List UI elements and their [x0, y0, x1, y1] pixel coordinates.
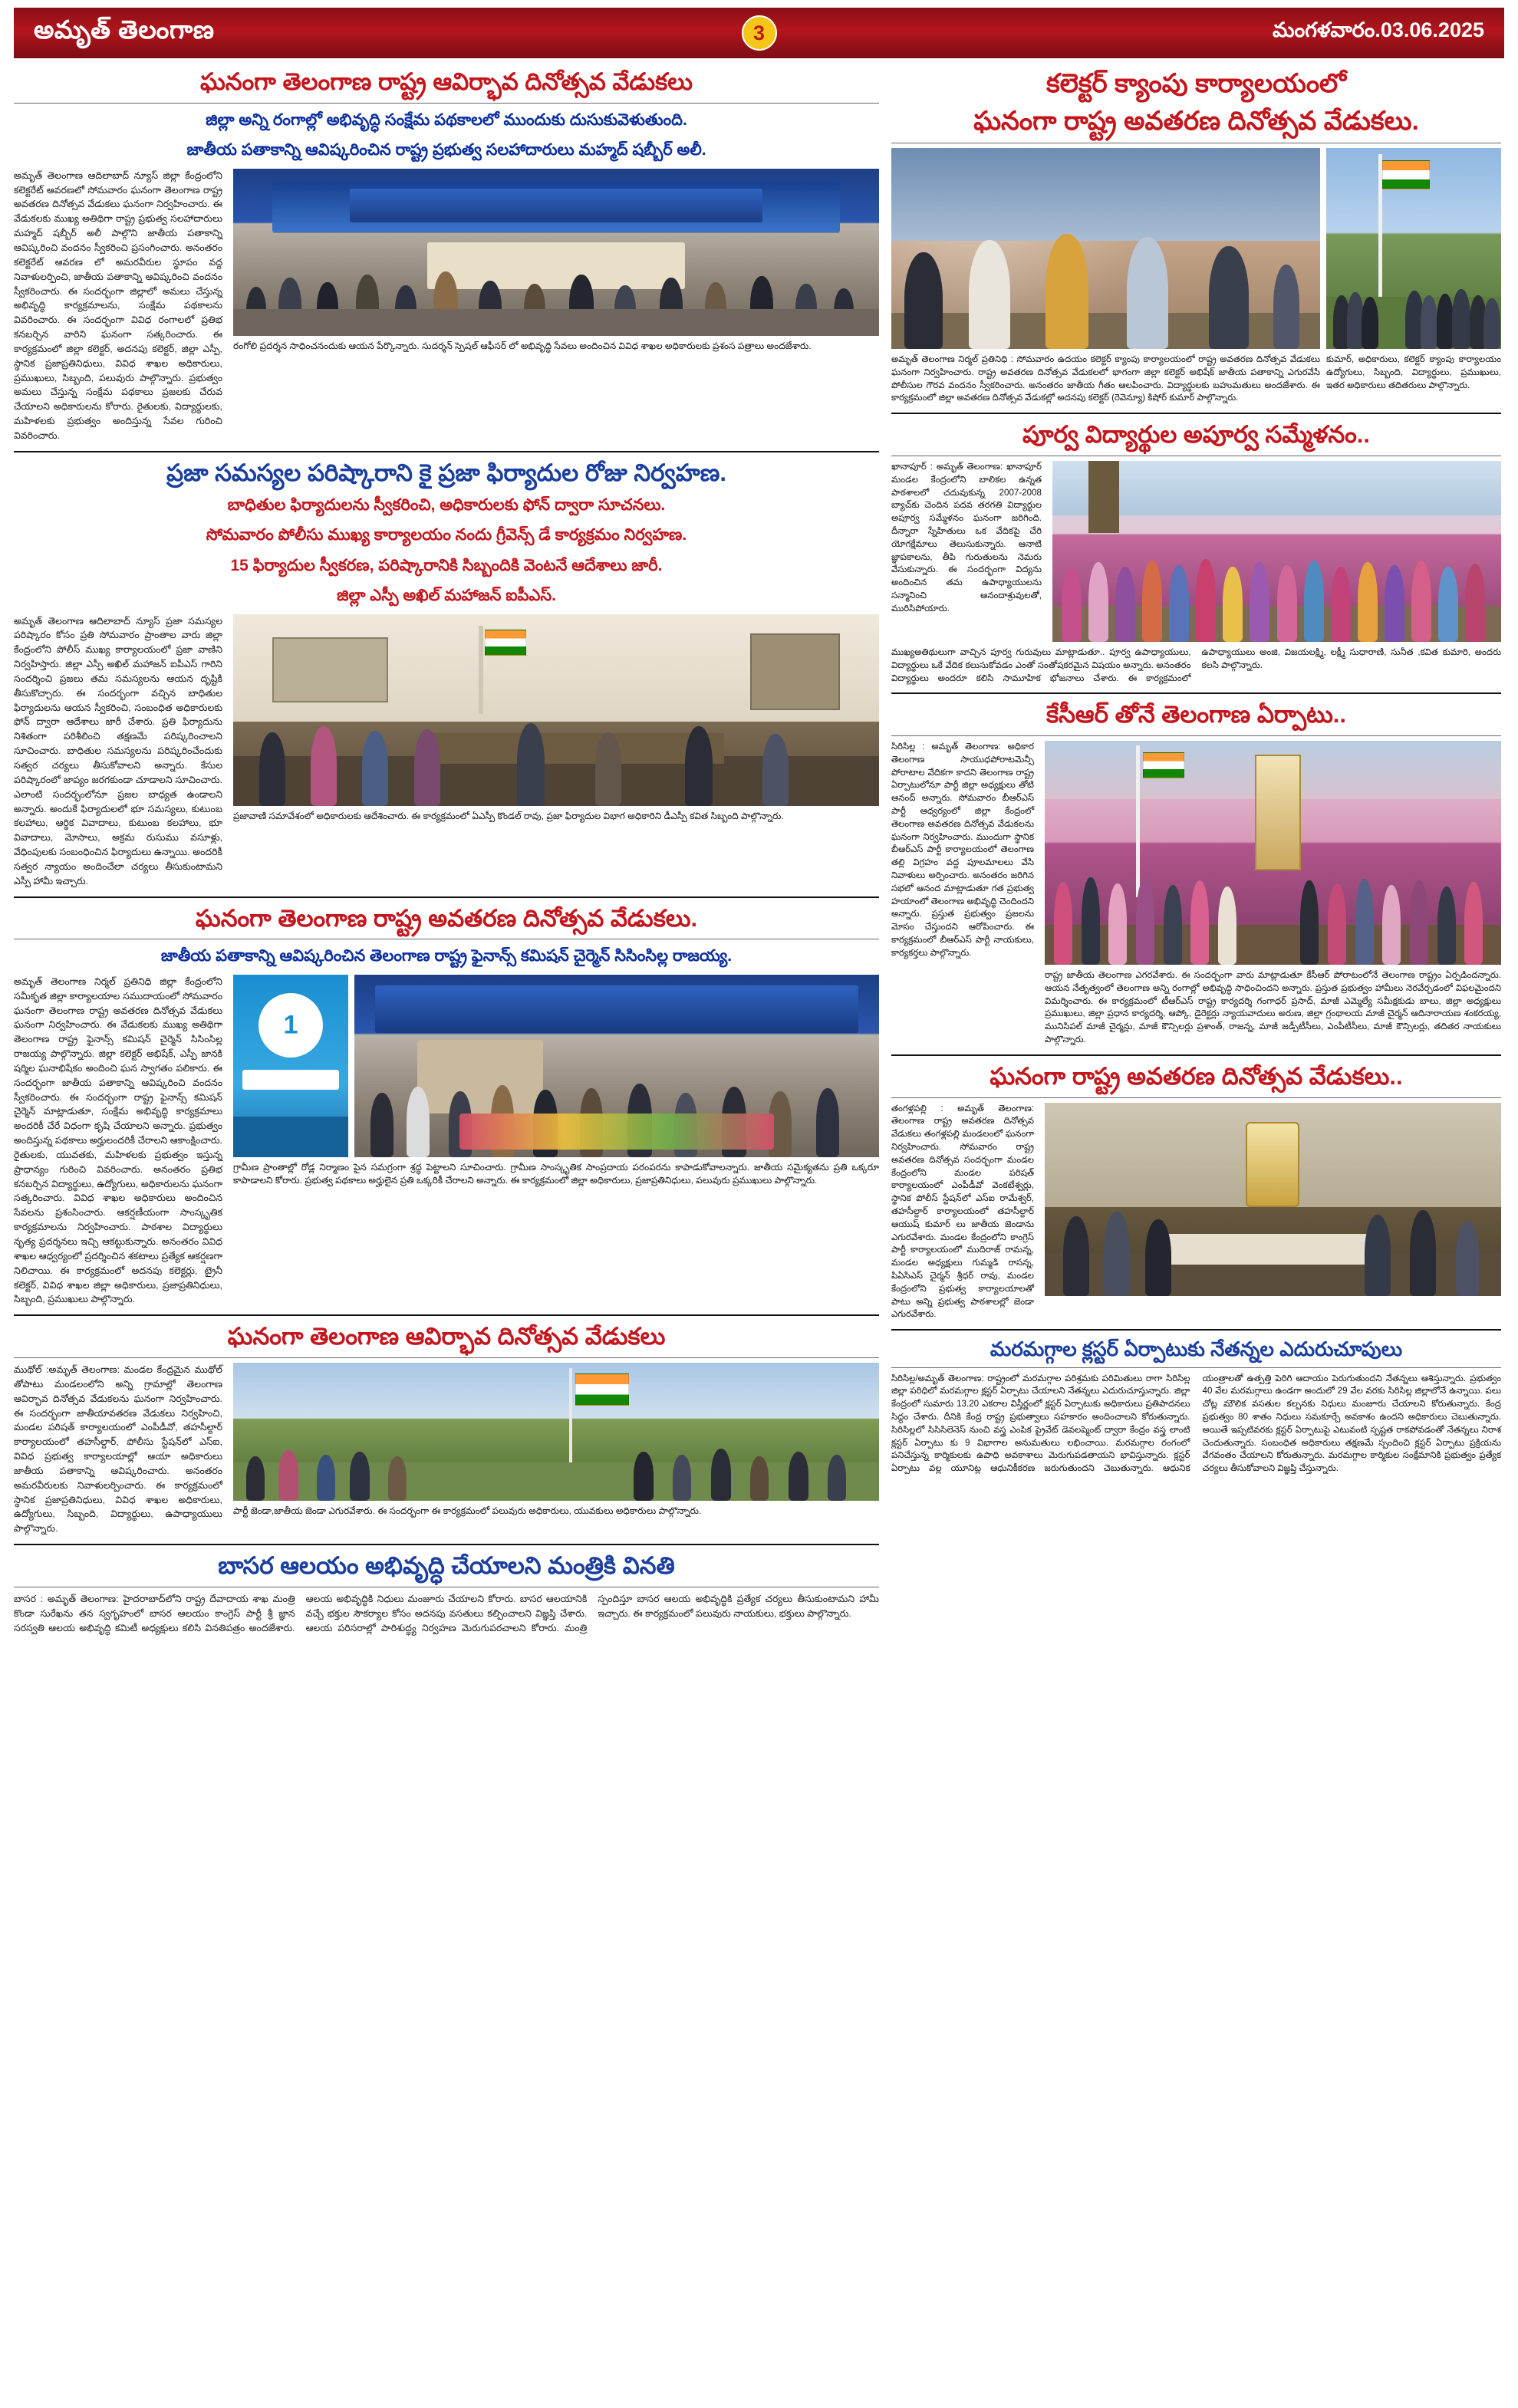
divider: [14, 1357, 879, 1358]
divider: [891, 692, 1501, 694]
r-article3-headline: కేసీఆర్ తోనే తెలంగాణ ఏర్పాటు..: [1045, 701, 1347, 729]
article-collector-camp-office: [891, 67, 1501, 405]
article2-subhead-3: 15 ఫిర్యాదుల స్వీకరణ, పరిష్కారానికి సిబ్బందికి వెంటనే ఆదేశాలు జారీ.: [230, 556, 663, 574]
article2-photo: [233, 614, 879, 806]
r-article5-headline: మరమగ్గాల క్లస్టర్ ఏర్పాటుకు నేతన్నల ఎదురుచూపులు: [989, 1337, 1403, 1361]
article3-photo-caption: గ్రామీణ ప్రాంతాల్లో రోడ్ల నిర్మాణం పైన సమగ్రంగా శ్రద్ధ పెట్టాలని సూచించారు. గ్రామీణ సాంస్కృతిక సాంప్రదాయ పరంపరను కాపాడుకోవాలన్నారు. జాతీయ సమైక్యతను ప్రతి ఒక్కరూ కాపాడాలని కోరారు. ప్రభుత్వ పథకాలు అర్హులైన ప్రతి ఒక్కరికీ చేరాలని అన్నారు. ఈ కార్యక్రమంలో జిల్లా అధికారులు, ప్రజాప్రతినిధులు, పలువురు ప్రముఖులు పాల్గొన్నారు.: [233, 1161, 879, 1186]
divider: [891, 735, 1501, 736]
left-column: [14, 63, 879, 1635]
r-article2-body-right: ముఖ్యఅతిథులుగా వాచ్చిన పూర్వ గురువులు మాట్లాడుతూ.. పూర్వ ఉపాధ్యాయులు, విద్యార్థులు ఒకే వేదిక కలుసుకోవడం ఎంతో సంతోషకరమైన విషయం అన్నారు. అనంతరం విద్యార్థులు అందరూ కలిసి సామూహిక భోజనాలు చేశారు. ఈ కార్యక్రమంలో ఉపాధ్యాయులు అంజి, విజయలక్ష్మి, లక్ష్మీ సుధారాణి, సునీత ,కవిత కుమారి, అందరు కలసి పాల్గొన్నారు.: [891, 646, 1501, 683]
divider: [891, 413, 1501, 414]
article4-headline: ఘనంగా తెలంగాణ ఆవిర్భావ దినోత్సవ వేడుకలు: [227, 1323, 666, 1350]
r-article1-caption-left: అమృత్ తెలంగాణ నిర్మల్ ప్రతినిధి : సోమవారం ఉదయం కలెక్టర్ క్యాంపు కార్యాలయంలో రాష్ట్ర అవతరణ దినోత్సవ వేడుకలు ఘనంగా నిర్వహించారు. రాష్ట్ర అవతరణ దినోత్సవ వేడుకలలో భాగంగా జిల్లా కలెక్టర్ అభిషేక్ జాతీయ పతాకాన్ని ఎగురవేసి పోలీసుల గౌరవ వందనం స్వీకరించారు. అనంతరం జాతీయ గీతం ఆలపించారు. విద్యార్థులకు బహుమతులు అందజేశారు. ఈ కార్యక్రమంలో జిల్లా అవతరణ దినోత్సవ వేడుకల్లో అదనపు కలెక్టర్ (రెవెన్యూ) కిషోర్ కుమార్ పాల్గొన్నారు.: [891, 354, 1320, 403]
r-article1-headline-2: ఘనంగా రాష్ట్ర అవతరణ దినోత్సవ వేడుకలు.: [973, 106, 1419, 136]
article-powerloom-cluster: [891, 1337, 1501, 1475]
divider: [14, 103, 879, 104]
article2-photo-caption: ప్రజావాణి సమావేశంలో అధికారులకు ఆదేశించారు. ఈ కార్యక్రమంలో ఏఎస్పీ కొండల్ రావు, ప్రజా ఫిర్యాదుల విభాగ అధికారిని డీఎస్పీ కవిత సిబ్బంది పాల్గొన్నారు.: [233, 810, 784, 821]
article-adilabad-formation-day: [14, 67, 879, 443]
article4-photo-caption: పార్టీ జెండా,జాతీయ జెండా ఎగురవేశారు. ఈ సందర్భంగా ఈ కార్యక్రమంలో పలువురు అధికారులు, యువకులు అధికారులు పాల్గొన్నారు.: [233, 1505, 702, 1516]
r-article3-photo: [1045, 741, 1501, 965]
article2-body: అమృత్ తెలంగాణ ఆదిలాబాద్ న్యూస్ ప్రజా సమస్యల పరిష్కారం కోసం ప్రతి సోమవారం ప్రాంతాల వారు జిల్లా కేంద్రంలోని పోలీస్ ముఖ్య కార్యాలయంలో ప్రజా వాణిని నిర్వహిస్తారు. జిల్లా ఎస్పీ అఖిల్ మహాజన్ ఐపీఎస్ గారిని సందర్శించి ప్రజలు తమ సమస్యలను ఆయన దృష్టికి తీసుకొచ్చారు. ఈ సందర్భంగా వచ్చిన బాధితుల ఫిర్యాదులను ఆయన స్వీకరించి, సంబంధిత అధికారులకు ఫోన్ ద్వారా ఆదేశాలు జారీ చేశారు. ప్రతి ఫిర్యాదును నిశితంగా పరిశీలించి తక్షణమే పరిష్కరించాలని సూచించారు. బాధితుల సమస్యలను పరిష్కరించేందుకు సత్వర చర్యలు తీసుకోవాలని అన్నారు. కేసుల పరిష్కారంలో జాప్యం జరగకుండా చూడాలని సూచించారు. ఎలాంటి సందర్భంలోనూ ప్రజల బాధ్యత ఉండాలని అన్నారు. అందుకే ఫిర్యాదులలో భూ సమస్యలు, కుటుంబ కలహాలు, ఆర్థిక వివాదాలు, కుటుంబ కలహాలు, భూ వివాదాలు, మోసాలు, అక్రమ రుసుము వసూళ్లు, వేధింపులకు సంబంధించిన ఫిర్యాదులు ఉన్నాయి. అందరికీ సత్వర న్యాయం అందించేలా చర్యలు తీసుకుంటామని ఎస్పీ హామీ ఇచ్చారు.: [14, 615, 222, 887]
article1-photo: [233, 169, 879, 336]
r-article4-body: తంగళ్లపల్లి : అమృత్ తెలంగాణ: తెలంగాణ రాష్ట్ర అవతరణ దినోత్సవ వేడుకలు తంగళ్లపల్లి మండలంలో ఘనంగా నిర్వహించారు. సోమవారం రాష్ట్ర అవతరణ దినోత్సవ సందర్భంగా మండల కేంద్రంలోని మండల పరిషత్ కార్యాలయంలో ఎంపీడీవో వెంకటేశ్వర్లు, స్థానిక పోలీస్ స్టేషన్‌లో ఎస్ఐ రామేశ్వర్, తహసీల్దార్ కార్యాలయంలో తహసీల్దార్ ఆయుష్ కుమార్ లు జాతీయ జెండాను ఎగురవేశారు. మండల కేంద్రంలోని కాంగ్రెస్ పార్టీ కార్యాలయంలో ముదిరాజ్ రామన్న, మండల అధ్యక్షులు గుమ్మడి రాసన్న, పిఏసిఎస్ చైర్మన్ శ్రీధర్ రావు, మండల కేంద్రంలోని ప్రభుత్వ కార్యాలయాలతో పాటు అన్ని ప్రభుత్వ పాఠశాలల్లో జెండా ఎగురవేశారు.: [891, 1103, 1034, 1320]
article-thangallapalli-formation-day: [891, 1062, 1501, 1321]
article4-photo: [233, 1363, 879, 1501]
article3-headline: ఘనంగా తెలంగాణ రాష్ట్ర అవతరణ దినోత్సవ వేడుకలు.: [195, 904, 698, 932]
article2-subhead-4: జిల్లా ఎస్పీ అఖిల్ మహాజన్ ఐపీఎస్.: [337, 587, 556, 605]
r-article1-photo-right: [1326, 148, 1501, 349]
r-article1-photo-row: [891, 148, 1501, 349]
divider: [891, 1329, 1501, 1331]
divider: [14, 1314, 879, 1316]
article5-body: బాసర : అమృత్ తెలంగాణ: హైదరాబాద్‌లోని రాష్ట్ర దేవాదాయ శాఖ మంత్రి కొండా సురేఖను తన స్వగృహంలో బాసర ఆలయం కాంగ్రెస్ పార్టీ శ్రీ జ్ఞాన సరస్వతి ఆలయ అభివృద్ధి కమిటీ అధ్యక్షులు కలిసి వినతిపత్రం అందజేశారు. ఆలయ అభివృద్ధికి నిధులు మంజూరు చేయాలని కోరారు. బాసర ఆలయానికి వచ్చే భక్తుల సౌకర్యాల కోసం అదనపు వసతులు కల్పించాలని విజ్ఞప్తి చేశారు. ఆలయ పరిసరాల్లో పారిశుద్ధ్య నిర్వహణ మెరుగుపరచాలని కోరారు. మంత్రి స్పందిస్తూ బాసర ఆలయ అభివృద్ధికి ప్రత్యేక చర్యలు తీసుకుంటామని హామీ ఇచ్చారు. ఈ కార్యక్రమంలో పలువురు నాయకులు, భక్తులు పాల్గొన్నారు.: [14, 1593, 879, 1633]
r-article4-photo: [1045, 1103, 1501, 1296]
article4-body: ముథోల్ :అమృత్ తెలంగాణ: మండల కేంద్రమైన ముథోల్ తోపాటు మండలంలోని అన్ని గ్రామాల్లో తెలంగాణ ఆవిర్భావ దినోత్సవ వేడుకలను ఘనంగా నిర్వహించారు. ఈ సందర్భంగా జాతీయావతరణ వేడుకలు నిర్వహించి, మండల పరిషత్ కార్యాలయంలో ఎంపీడీవో, తహసీల్దార్ కార్యాలయంలో తహసీల్దార్, పోలీసు స్టేషన్‌లో ఎస్ఐ, వివిధ ప్రభుత్వ కార్యాలయాల్లో ఆయా అధికారులు జాతీయ పతాకాన్ని ఆవిష్కరించారు. అనంతరం అమరవీరులకు నివాళులర్పించారు. ఈ కార్యక్రమంలో స్థానిక ప్రజాప్రతినిధులు, వివిధ శాఖల అధికారులు, ఉద్యోగులు, సిబ్బంది, విద్యార్థులు, ఉపాధ్యాయులు పాల్గొన్నారు.: [14, 1364, 222, 1535]
r-article3-body-left: సిరిసిల్ల : అమృత్ తెలంగాణ: అధికార తెలంగాణ సాయుధపోరాటమెన్సీ పోరాటాల వేదికగా కాదని తెలంగాణ రాష్ట్ర ఏర్పాటులోనూ పార్టీ జిల్లా అధ్యక్షులు తోటి ఆనంద్ అన్నారు. సోమవారం బీఆర్ఎస్ పార్టీ ఆధ్వర్యంలో జిల్లా కేంద్రంలో తెలంగాణ అవతరణ దినోత్సవ వేడుకలను ఘనంగా నిర్వహించారు. ముందుగా స్థానిక బీఆర్ఎస్ పార్టీ కార్యాలయంలో తెలంగాణ తల్లి విగ్రహం వద్ద పూలమాలలు వేసి నివాళులు అర్పించారు. అనంతరం జరిగిన సభలో ఆనంద మాట్లాడుతూ గత ప్రభుత్వ హయాంలో తెలంగాణ అభివృద్ధి చెందిందని అన్నారు. ప్రస్తుత ప్రభుత్వం ప్రజలను మోసం చేస్తుందని ఆరోపించారు. ఈ కార్యక్రమంలో బీఆర్ఎస్ పార్టీ నాయకులు, కార్యకర్తలు పాల్గొన్నారు.: [891, 742, 1034, 958]
article1-subhead-1: జిల్లా అన్ని రంగాల్లో అభివృద్ధి సంక్షేమ పథకాలలో ముందుకు దుసుకువెళుతుంది.: [206, 110, 687, 129]
divider: [891, 1367, 1501, 1368]
r-article2-photo: [1052, 461, 1501, 642]
article-nirmal-formation-day: [14, 904, 879, 1308]
r-article1-caption-right: కుమార్, అధికారులు, కలెక్టర్ క్యాంపు కార్యాలయం ఉద్యోగులు, సిబ్బంది, విద్యార్థులు, ప్రముఖులు, ఇతర అధికారులు తదితరులు పాల్గొన్నారు.: [1326, 354, 1501, 390]
r-article2-headline: పూర్వ విద్యార్థుల అపూర్వ సమ్మేళనం..: [1022, 421, 1371, 449]
r-article1-captions: [891, 354, 1501, 405]
article3-body: అమృత్ తెలంగాణ నిర్మల్ ప్రతినిధి జిల్లా కేంద్రంలోని సమీకృత జిల్లా కార్యాలయాల సముదాయంలో సోమవారం ఘనంగా తెలంగాణ రాష్ట్ర అవతరణ దినోత్సవ వేడుకలు ఘనంగా నిర్వహించారు. ఈ వేడుకలకు ముఖ్య అతిథిగా తెలంగాణ రాష్ట్ర ఫైనాన్స్ కమిషన్ చైర్మెన్ సిసింసిల్ల రాజయ్య పాల్గొన్నారు. జిల్లా కలెక్టర్ అభిషేక్, ఎస్పీ జానకి షర్మిల ఘనాభిషేకం అందించి ఘన స్వాగతం పలికారు. ఈ సందర్భంగా జాతీయ పతాకాన్ని ఆవిష్కరించి వందనం స్వీకరించారు. ఈ సందర్భంగా రాష్ట్ర ఫైనాన్స్ కమిషన్ చైర్మెన్ మాట్లాడుతూ, సంక్షేమ అభివృద్ధి కార్యక్రమాలు అందరికీ చేరే విధంగా కృషి చేయాలని అన్నారు. ప్రభుత్వం అందిస్తున్న పథకాలు అర్హులందరికీ చేరాలని ఆకాంక్షించారు. రైతులకు, యువతకు, మహిళలకు ప్రభుత్వం ఇస్తున్న ప్రాధాన్యం గురించి వివరించారు. అనంతరం ప్రతిభ కనబర్చిన విద్యార్థులు, ఉద్యోగులు, అధికారులను ఘనంగా సత్కరించారు. వివిధ శాఖల అధికారులు అందించిన సేవలను ప్రశంసించారు. ఆకర్షణీయంగా సాంస్కృతిక కార్యక్రమాలను నిర్వహించారు. పాఠశాల విద్యార్థులు నృత్య ప్రదర్శనలు ఇచ్చి ఆకట్టుకున్నారు. అనంతరం వివిధ శాఖల ఆధ్వర్యంలో ప్రదర్శించిన శకటాలు ప్రత్యేక ఆకర్షణగా నిలిచాయి. ఈ కార్యక్రమంలో అదనపు కలెక్టర్లు, ట్రైనీ కలెక్టర్, వివిధ శాఖల జిల్లా అధికారులు, ప్రజాప్రతినిధులు, సిబ్బంది, ప్రముఖులు పాల్గొన్నారు.: [14, 975, 222, 1305]
right-column: [891, 63, 1501, 1635]
article2-headline: ప్రజా సమస్యల పరిష్కారాని కై ప్రజా ఫిర్యాదుల రోజు నిర్వహణ.: [166, 459, 726, 486]
divider: [14, 896, 879, 898]
article1-body: అమృత్ తెలంగాణ ఆదిలాబాద్ న్యూస్ జిల్లా కేంద్రంలోని కలెక్టరేట్ ఆవరణలో సోమవారం ఘనంగా తెలంగాణ రాష్ట్ర అవతరణ దినోత్సవ వేడుకలు ఘనంగా నిర్వహించారు. ఈ వేడుకలకు ముఖ్య అతిథిగా రాష్ట్ర ప్రభుత్వ సలహాదారులు మహ్మద్ షబ్బీర్ అలీ పాల్గొని జాతీయ పతాకాన్ని ఆవిష్కరించి వందనం స్వీకరించి ప్రసంగించారు. అనంతరం కలెక్టరేట్ ఆవరణ లో అమరవీరుల స్థూపం వద్ద నివాళులర్పించి, జాతీయ పతాకాన్ని ఆవిష్కరించి వందనం స్వీకరించారు. ఈ సందర్భంగా జిల్లాలో అమలు చేస్తున్న అభివృద్ధి కార్యక్రమాలను, సంక్షేమ పథకాలను వివరించారు. ఈ సందర్భంగా వివిధ రంగాలలో ప్రతిభ కనబర్చిన వారిని ఘనంగా సత్కరించారు. ఈ కార్యక్రమంలో జిల్లా కలెక్టర్, అదనపు కలెక్టర్, జిల్లా ఎస్పీ, స్థానిక ప్రజాప్రతినిధులు, వివిధ శాఖల అధికారులు, ప్రముఖులు, సిబ్బంది, పలువురు పాల్గొన్నారు. ప్రభుత్వం అమలు చేస్తున్న సంక్షేమ పథకాలు ప్రజలకు చేరువ చేయాలని అధికారులను కోరారు. రైతులకు, విద్యార్థులకు, మహిళలకు ప్రభుత్వం అందిస్తున్న సేవల గురించి వివరించారు.: [14, 169, 222, 441]
newspaper-title: అమృత్ తెలంగాణ: [34, 15, 215, 44]
r-article1-photo-left: [891, 148, 1320, 349]
page-columns: [14, 63, 1504, 1635]
article2-subhead-2: సోమవారం పోలీసు ముఖ్య కార్యాలయం నందు గ్రీవెన్స్ డే కార్యక్రమం నిర్వహణ.: [206, 526, 687, 544]
article1-subhead-2: జాతీయ పతాకాన్ని ఆవిష్కరించిన రాష్ట్ర ప్రభుత్వ సలహాదారులు మహ్మద్ షబ్బీర్ అలీ.: [186, 141, 706, 160]
masthead: [14, 8, 1504, 58]
page-number-badge: 3: [742, 15, 777, 51]
article-kcr-telangana: [891, 700, 1501, 1047]
r-article2-body-left: ఖానాపూర్ : అమృత్ తెలంగాణ: ఖానాపూర్ మండల కేంద్రంలోని బాలికల ఉన్నత పాఠశాలలో చదువుకున్న 2007-2008 బ్యాచ్‌కు చెందిన పదవ తరగతి విద్యార్థుల అపూర్వ సమ్మేళనం ఘనంగా జరిగింది. దీన్నారా స్నేహితులు ఒక వేదికపై చేరి యోగక్షేమాలు తెలుసుకున్నారు. ఆనాటి జ్ఞాపకాలను, తీపి గురుతులను నెమరు వేసుకున్నారు. ఈ సందర్భంగా విద్యను అందించిన తమ ఉపాధ్యాయులను సన్మానించి ఆనందాశ్రువులతో, మురిసిపోయారు.: [891, 461, 1042, 614]
article-basara-temple: [14, 1551, 879, 1635]
r-article1-headline-1: కలెక్టర్ క్యాంపు కార్యాలయంలో: [1045, 69, 1347, 98]
article3-photo-row: [233, 975, 879, 1157]
divider: [891, 1097, 1501, 1098]
divider: [14, 1544, 879, 1545]
divider: [891, 1054, 1501, 1056]
r-article4-headline: ఘనంగా రాష్ట్ర అవతరణ దినోత్సవ వేడుకలు..: [989, 1062, 1403, 1090]
article3-stage-photo: [354, 975, 879, 1157]
r-article3-body-right: రాష్ట్ర జాతీయ తెలంగాణ ఎగరవేశారు. ఈ సందర్భంగా వారు మాట్లాడుతూ కేసీఆర్ పోరాటంలోనే తెలంగాణ రాష్ట్రం ఏర్పడిందన్నారు. ఆయన నేతృత్వంలో తెలంగాణ అన్ని రంగాల్లో అభివృద్ధి సాధించిందని అన్నారు. ప్రస్తుత ప్రభుత్వం హామీలు నెరవేర్చడంలో విఫలమైందని విమర్శించారు. ఈ కార్యక్రమంలో టీఆర్ఎస్ రాష్ట్ర కార్యదర్శి గంగాధర్ ప్రసాద్, మాజీ ఎమ్మెల్యే సమీక్షకుడు బాలు, జిల్లా అధ్యక్షులు ప్రముఖులు, జిల్లా ప్రధాన కార్యదర్శి, ఆప్కో, డైరెక్టర్లు న్యాయవాదులు అరుణ, జిల్లా గ్రంథాలయ మాజీ చైర్మన్ ఆదినారాయణ శంకరయ్య, మునిసిపల్ మాజీ చైర్మన్లు, మాజీ కౌన్సిలర్లు ప్రశాంత్, రాజన్న, మాజీ జడ్పీటీసీలు, ఎంపీటీసీలు, మాజీ కౌన్సిలర్లు, తదితర నాయకులు పాల్గొన్నారు.: [1045, 970, 1501, 1045]
article2-subhead-1: బాధితుల ఫిర్యాదులను స్వీకరించి, అధికారులకు ఫోన్ ద్వారా సూచనలు.: [227, 495, 666, 514]
publication-date: మంగళవారం.03.06.2025: [1272, 18, 1484, 41]
article3-subhead: జాతీయ పతాకాన్ని ఆవిష్కరించిన తెలంగాణ రాష్ట్ర ఫైనాన్స్ కమిషన్ చైర్మెన్ సిసింసిల్ల రాజయ్య.: [160, 947, 733, 966]
divider: [14, 451, 879, 452]
article-alumni-meet: [891, 420, 1501, 685]
article-grievance-day: [14, 459, 879, 889]
article1-photo-caption: రంగోలి ప్రదర్శన సాధించనందుకు ఆయన పేర్కొన్నారు. సుదర్శన్ స్పెషల్ ఆఫీసర్ లో అభివృద్ధి సేవలు అందించిన వివిధ శాఖల అధికారులకు ప్రశంస పత్రాలు అందజేశారు.: [233, 340, 812, 351]
article5-headline: బాసర ఆలయం అభివృద్ధి చేయాలని మంత్రికి వినతి: [218, 1552, 675, 1580]
article1-headline: ఘనంగా తెలంగాణ రాష్ట్ర ఆవిర్భావ దినోత్సవ వేడుకలు: [200, 68, 693, 95]
newspaper-page: [0, 8, 1518, 2408]
article-muthol-formation-day: [14, 1322, 879, 1536]
r-article5-body: సిరిసిల్ల/అమృత్ తెలంగాణ: రాష్ట్రంలో మరమగ్గాల పరిశ్రమకు పరిమితులు రాగా సిరిసిల్ల జిల్లా పరిధిలో మరమగ్గాల క్లస్టర్ ఏర్పాటు చేయాలని నేతన్నలు ఎదురుచూస్తున్నారు. జిల్లా కేంద్రంలో సుమారు 13.20 ఎకరాల విస్తీర్ణంలో క్లస్టర్ ఏర్పాటుకు అధికారులు ప్రతిపాదనలు సిద్ధం చేశారు. దీనికి కేంద్ర రాష్ట్ర ప్రభుత్వాలు సహకారం అందించాలని కోరుతున్నారు. సిరిసిల్లలో సిసిసిలెనెస్ నుంచి వస్త్ర ఎంపిక ప్రైవేట్ డెవలప్మెంట్ ద్వారా కేంద్రం వస్త్ర లాంటి క్లస్టర్ ఏర్పాటు కు 9 విభాగాల అనుమతులు లభించాయి. మరమగ్గాల రంగంలో పనిచేస్తున్న కార్మికులకు ఉపాధి అవకాశాలు మెరుగుపడతాయని భావిస్తున్నారు. క్లస్టర్ ఏర్పాటు వల్ల యూనిట్ల ఆధునికీకరణ జరుగుతుందని చెబుతున్నారు. ఆధునిక యంత్రాలతో ఉత్పత్తి పెరిగి ఆదాయం పెరుగుతుందని నేతన్నలు ఆశిస్తున్నారు. ప్రభుత్వం 40 వేల మరమగ్గాలు ఉండగా అందులో 29 వేల వరకు సిరిసిల్ల జిల్లాలోనే ఉన్నాయి. పలు చోట్ల మౌలిక వసతుల కల్పనకు నిధులు మంజూరు చేయాలని కోరుతున్నారు. కేంద్ర ప్రభుత్వం 80 శాతం నిధులు సమకూర్చే అవకాశం ఉందని అధికారులు చెబుతున్నారు. అయితే ఇప్పటివరకు క్లస్టర్ ఏర్పాటుపై ఎటువంటి స్పష్టత రాకపోవడంతో నేతన్నలు నిరాశ చెందుతున్నారు. సంబంధిత అధికారులు తక్షణమే స్పందించి క్లస్టర్ ఏర్పాటు ప్రక్రియను వేగవంతం చేయాలని కోరుతున్నారు. మరమగ్గాల కార్మికుల సంక్షేమానికి ప్రభుత్వం ప్రత్యేక చర్యలు తీసుకోవాలని విజ్ఞప్తి చేస్తున్నారు.: [891, 1373, 1501, 1474]
article3-logo-photo: 1: [233, 975, 348, 1157]
